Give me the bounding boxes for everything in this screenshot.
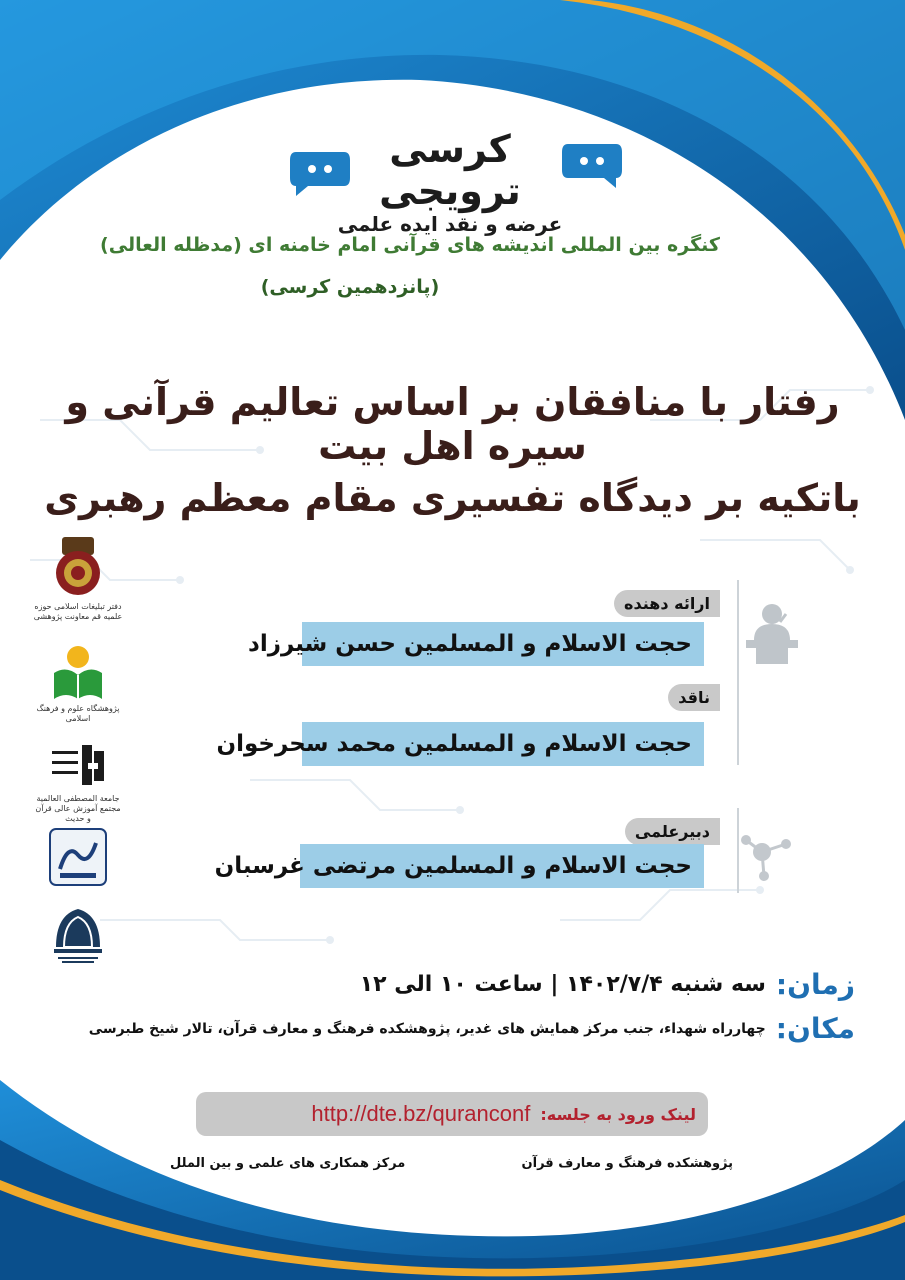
partner-logo [28, 903, 128, 973]
meeting-link-box [196, 1092, 708, 1136]
partner-caption: دفتر تبلیغات اسلامی حوزه علمیه قم معاونت پژوهشی [33, 602, 123, 621]
mustafa-logo-icon [48, 741, 108, 791]
partner-logo [28, 535, 128, 635]
time-value: سه شنبه ۱۴۰۲/۷/۴ | ساعت ۱۰ الی ۱۲ [359, 972, 766, 997]
place-value: چهارراه شهداء، جنب مرکز همایش های غدیر، پژوهشکده فرهنگ و معارف قرآن، تالار شیخ طبرسی [88, 1020, 766, 1037]
place-label: مکان: [775, 1012, 855, 1045]
logo-main-text: کرسی ترویجی [379, 127, 521, 213]
podium-speaker-icon [740, 598, 804, 666]
time-label: زمان: [775, 968, 855, 1001]
partner-caption: پژوهشگاه علوم و فرهنگ اسلامی [36, 704, 120, 723]
partner-logo [28, 643, 128, 733]
program-logo [330, 128, 570, 236]
mosque-dome-logo-icon [48, 903, 108, 967]
role-tag-secretary: دبیرعلمی [625, 818, 720, 845]
session-number: (پانزدهمین کرسی) [260, 276, 440, 298]
congress-name: کنگره بین المللی اندیشه های قرآنی امام خامنه ای (مدظله العالی) [100, 234, 720, 256]
partner-logo [28, 825, 128, 895]
presenter-name: حجت الاسلام و المسلمین حسن شیرزاد [302, 622, 704, 666]
logo-sub-text: عرضه و نقد ایده علمی [337, 212, 563, 236]
place-row [35, 1012, 855, 1045]
time-row [35, 968, 855, 1001]
timeline-line-top [737, 580, 739, 765]
book-sun-logo-icon [48, 643, 108, 701]
molecule-network-icon [738, 828, 794, 884]
andisheh-logo-icon [46, 825, 110, 889]
role-tag-critic: ناقد [668, 684, 720, 711]
title-line-1: رفتار با منافقان بر اساس تعالیم قرآنی و سیره اهل بیت [65, 380, 840, 468]
meeting-link-label: لینک ورود به جلسه: [540, 1104, 696, 1124]
role-tag-presenter: ارائه دهنده [614, 590, 720, 617]
critic-name: حجت الاسلام و المسلمین محمد سحرخوان [302, 722, 704, 766]
footer-right-org: پژوهشکده فرهنگ و معارف قرآن [521, 1156, 733, 1171]
title-line-2: باتکیه بر دیدگاه تفسیری مقام معظم رهبری [44, 476, 861, 520]
office-seal-icon [48, 535, 108, 599]
meeting-link-url[interactable]: http://dte.bz/quranconf [311, 1101, 531, 1126]
footer-left-org: مرکز همکاری های علمی و بین الملل [170, 1156, 406, 1171]
partner-logos [28, 535, 128, 973]
secretary-name: حجت الاسلام و المسلمین مرتضی غرسبان [300, 844, 704, 888]
partner-caption: جامعة المصطفی العالمية مجتمع آموزش عالی قرآن و حدیث [35, 794, 121, 823]
partner-logo [28, 741, 128, 821]
